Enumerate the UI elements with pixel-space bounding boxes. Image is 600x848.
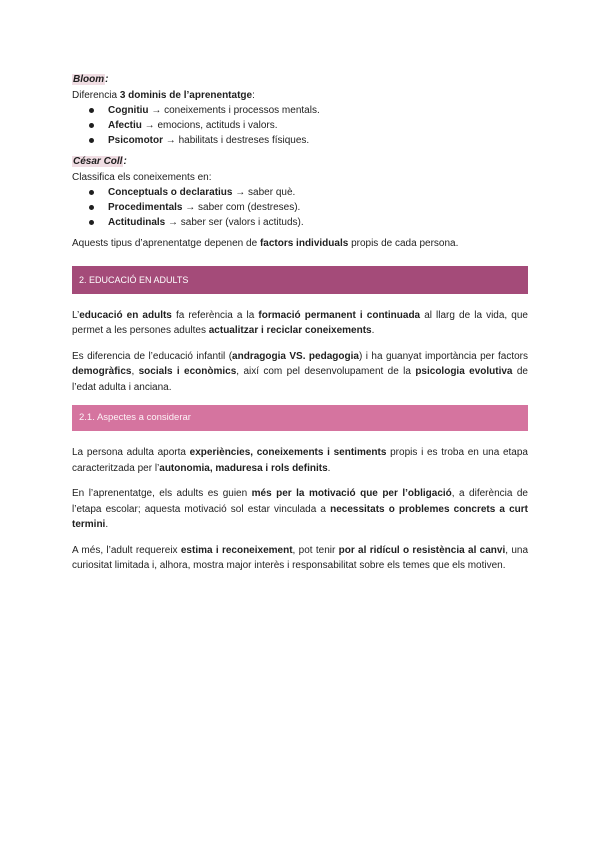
bullet-icon (89, 205, 94, 210)
list-item: Afectiu → emocions, actituds i valors. (72, 118, 528, 133)
aspects-paragraph-1: La persona adulta aporta experiències, coneixements i sentiments propis i es troba en una etapa caracteritzada per l’autonomia, maduresa i rols definits. (72, 447, 528, 474)
list-item: Procedimentals → saber com (destreses). (72, 200, 528, 215)
document-page (72, 72, 528, 584)
coll-intro: Classifica els coneixements en: (72, 172, 212, 183)
subsection-heading-aspects: 2.1. Aspectes a considerar (72, 405, 528, 431)
aspects-paragraph-3: A més, l’adult requereix estima i reconeixement, pot tenir por al ridícul o resistència al canvi, una curiositat limitada i, alhora, mostra major interès i responsabilitat sobre els temes que els motiven. (72, 544, 529, 571)
list-item: Psicomotor → habilitats i destreses físiques. (72, 133, 528, 148)
list-item: Cognitiu → coneixements i processos mentals. (72, 103, 528, 118)
bloom-domains-list (72, 103, 528, 148)
bloom-intro: Diferencia 3 dominis de l’aprenentatge: (72, 90, 255, 101)
coll-knowledge-list (72, 185, 528, 230)
section-heading-adult-education: 2. EDUCACIÓ EN ADULTS (72, 266, 528, 294)
bullet-icon (89, 190, 94, 195)
adult-education-paragraph-1: L’educació en adults fa referència a la formació permanent i continuada al llarg de la vida, que permet a les persones adultes actualitzar i reciclar coneixements. (72, 309, 528, 336)
author-name: Bloom (73, 74, 105, 85)
list-item: Conceptuals o declaratius → saber què. (72, 185, 528, 200)
bullet-icon (89, 123, 94, 128)
bullet-icon (89, 108, 94, 113)
adult-education-paragraph-2: Es diferencia de l’educació infantil (andragogia VS. pedagogia) i ha guanyat importància per factors demogràfics, socials i econòmics, així com pel desenvolupament de la psicologia evolutiva de l’edat adulta i anciana. (72, 350, 528, 393)
aspects-paragraph-2: En l’aprenentatge, els adults es guien més per la motivació que per l’obligació, a diferència de l’etapa escolar; aquesta motivació sol estar vinculada a necessitats o problemes concrets a curt termini. (72, 488, 529, 530)
factors-paragraph: Aquests tipus d’aprenentatge depenen de factors individuals propis de cada persona. (72, 238, 459, 249)
list-item: Actitudinals → saber ser (valors i actituds). (72, 215, 528, 230)
bullet-icon (89, 138, 94, 143)
author-heading-bloom: Bloom: (73, 74, 109, 85)
author-name: César Coll (73, 156, 123, 167)
author-heading-coll: César Coll: (73, 156, 127, 167)
bullet-icon (89, 220, 94, 225)
